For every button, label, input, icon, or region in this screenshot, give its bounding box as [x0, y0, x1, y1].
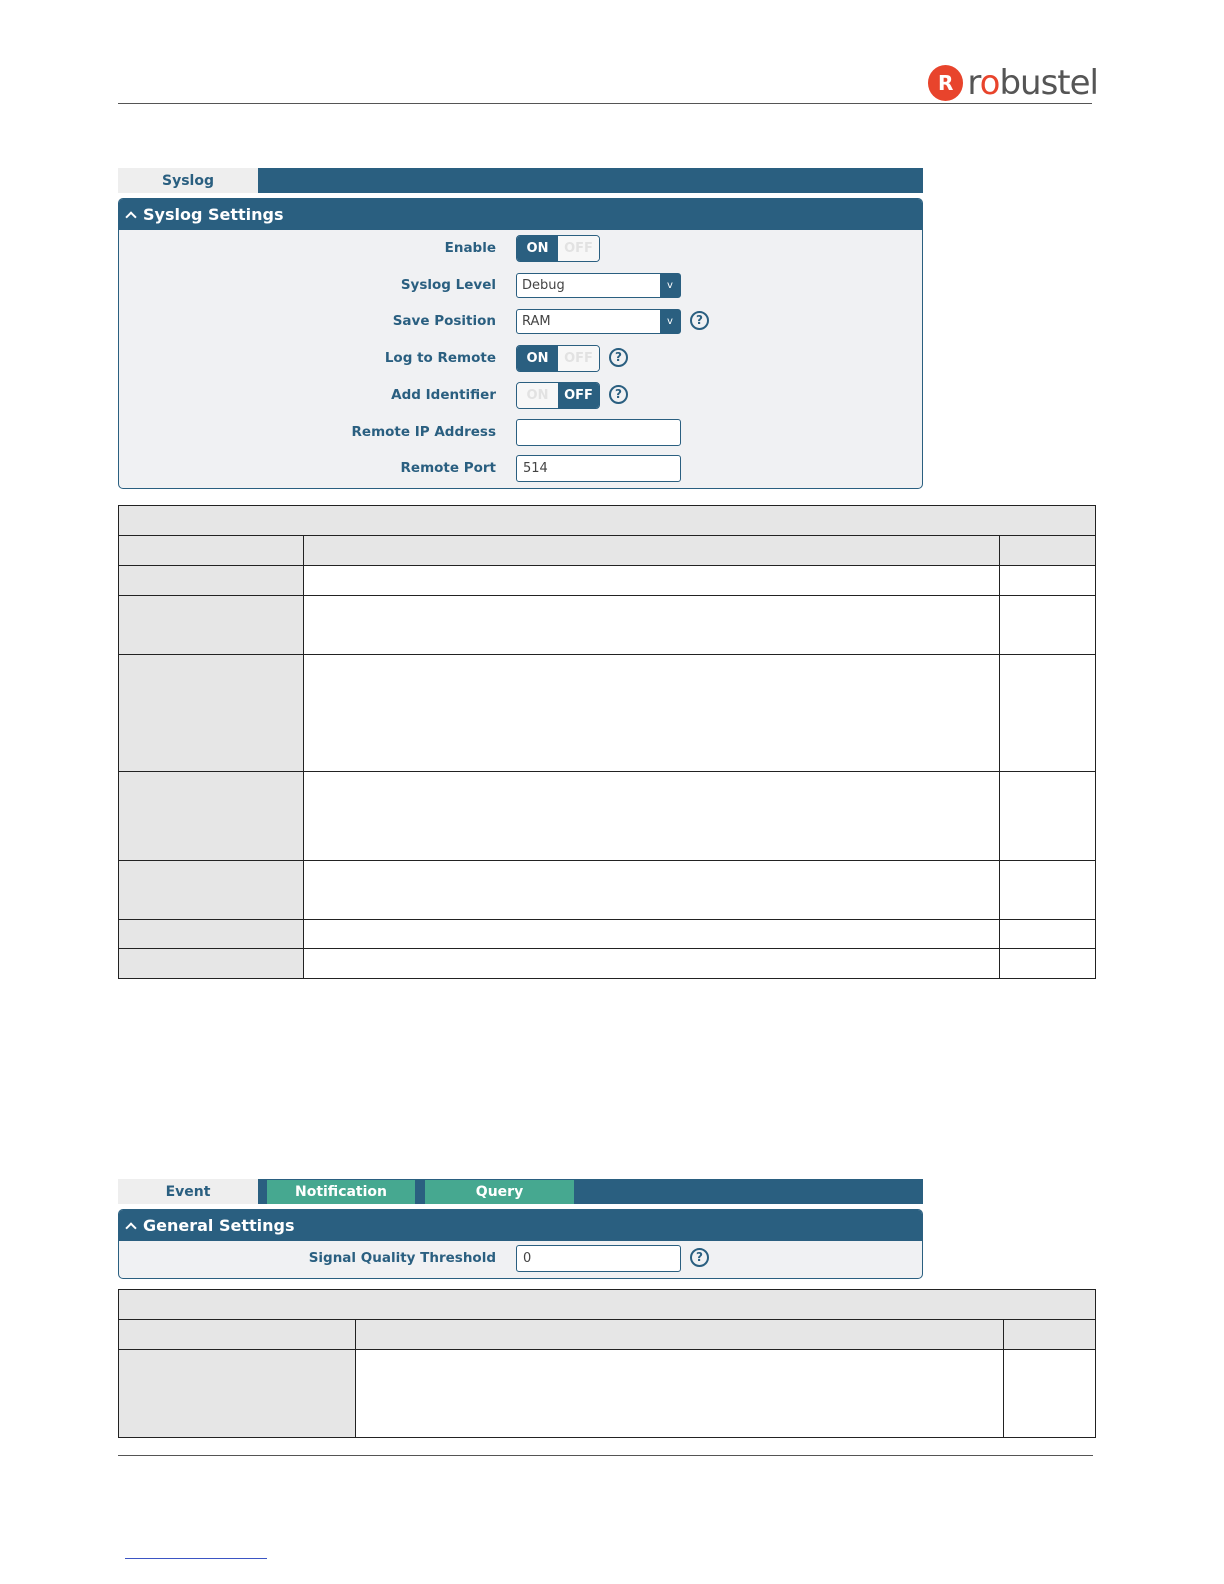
footer-divider [118, 1455, 1093, 1456]
table-header-row [119, 536, 1096, 566]
toggle-off[interactable]: OFF [558, 383, 599, 408]
row-remote-ip [119, 419, 922, 447]
chevron-down-icon: v [660, 274, 680, 297]
toggle-on[interactable]: ON [517, 236, 558, 261]
event-parameter-table [118, 1289, 1096, 1438]
table-row [119, 920, 1096, 949]
table-row [119, 655, 1096, 772]
toggle-off[interactable]: OFF [558, 236, 599, 261]
add-identifier-toggle[interactable] [516, 382, 600, 409]
table-title-row [119, 1290, 1096, 1320]
row-enable [119, 235, 922, 263]
robustel-logo [928, 62, 1098, 104]
help-icon[interactable]: ? [690, 311, 709, 330]
chevron-up-icon [125, 1222, 136, 1233]
table-row [119, 1350, 1096, 1438]
table-row [119, 772, 1096, 861]
signal-threshold-input[interactable]: 0 [516, 1245, 681, 1272]
enable-toggle[interactable] [516, 235, 600, 262]
table-row [119, 596, 1096, 655]
remote-port-label: Remote Port [400, 460, 496, 476]
logo-text: robustel [967, 63, 1098, 103]
table-row [119, 861, 1096, 920]
panel-title: General Settings [143, 1216, 295, 1235]
event-tab-bar [118, 1179, 923, 1204]
tab-notification[interactable]: Notification [267, 1180, 415, 1204]
add-identifier-label: Add Identifier [391, 387, 496, 403]
table-row [119, 949, 1096, 979]
table-header-row [119, 1320, 1096, 1350]
save-position-select[interactable]: RAM v [516, 309, 681, 334]
signal-threshold-label: Signal Quality Threshold [308, 1250, 496, 1266]
syslog-parameter-table [118, 505, 1096, 979]
help-icon[interactable]: ? [609, 348, 628, 367]
chevron-up-icon [125, 211, 136, 222]
row-signal-threshold [119, 1245, 922, 1273]
log-to-remote-label: Log to Remote [384, 350, 496, 366]
row-add-identifier [119, 382, 922, 410]
remote-ip-label: Remote IP Address [351, 424, 496, 440]
syslog-tab-bar [118, 168, 923, 193]
logo-mark-icon: R [928, 65, 963, 101]
syslog-level-label: Syslog Level [400, 277, 496, 293]
chevron-down-icon: v [660, 310, 680, 333]
toggle-off[interactable]: OFF [558, 346, 599, 371]
remote-ip-input[interactable] [516, 419, 681, 446]
syslog-settings-header[interactable] [119, 199, 922, 230]
enable-label: Enable [444, 240, 496, 256]
footer-link-underline [125, 1558, 267, 1559]
row-syslog-level [119, 272, 922, 300]
tab-event[interactable]: Event [118, 1179, 258, 1204]
tab-syslog[interactable]: Syslog [118, 168, 258, 193]
toggle-on[interactable]: ON [517, 346, 558, 371]
tab-query[interactable]: Query [425, 1180, 574, 1204]
header-divider [118, 103, 1092, 104]
row-log-to-remote [119, 345, 922, 373]
row-remote-port [119, 455, 922, 483]
table-title-row [119, 506, 1096, 536]
log-to-remote-toggle[interactable] [516, 345, 600, 372]
help-icon[interactable]: ? [690, 1248, 709, 1267]
row-save-position [119, 308, 922, 336]
save-position-label: Save Position [392, 313, 496, 329]
table-row [119, 566, 1096, 596]
panel-title: Syslog Settings [143, 205, 284, 224]
syslog-level-select[interactable]: Debug v [516, 273, 681, 298]
remote-port-input[interactable]: 514 [516, 455, 681, 482]
general-settings-panel [118, 1209, 923, 1279]
general-settings-header[interactable] [119, 1210, 922, 1241]
help-icon[interactable]: ? [609, 385, 628, 404]
syslog-settings-panel [118, 198, 923, 489]
toggle-on[interactable]: ON [517, 383, 558, 408]
